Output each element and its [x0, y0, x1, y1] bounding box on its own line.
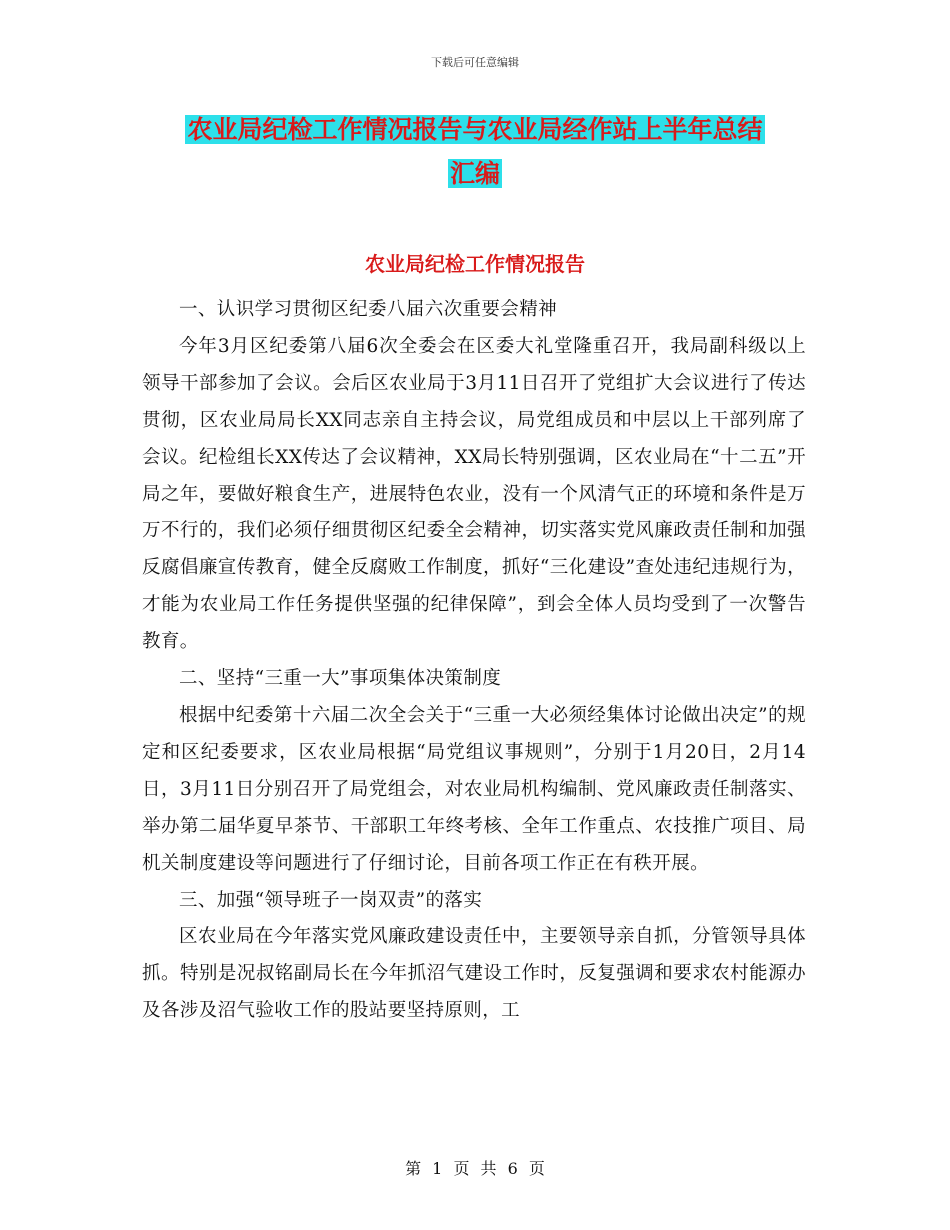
document-title [140, 108, 810, 196]
heading-3: 三、加强“领导班子一岗双责”的落实 [179, 889, 483, 911]
header-note: 下载后可任意编辑 [431, 56, 519, 69]
paragraph-3: 区农业局在今年落实党风廉政建设责任中，主要领导亲自抓，分管领导具体抓。特别是况叔铭副局长在今年抓沼气建设工作时，反复强调和要求农村能源办及各涉及沼气验收工作的股站要坚持原则，工 [142, 926, 806, 1022]
body-text [142, 292, 806, 1030]
document-title-line-2: 汇编 [449, 159, 500, 188]
heading-2: 二、坚持“三重一大”事项集体决策制度 [179, 668, 502, 690]
section-title: 农业局纪检工作情况报告 [365, 252, 585, 276]
paragraph-2: 根据中纪委第十六届二次全会关于“三重一大必须经集体讨论做出决定”的规定和区纪委要求，区农业局根据“局党组议事规则”，分别于1月20日，2月14日，3月11日分别召开了局党组会，对农业局机构编制、党风廉政责任制落实、举办第二届华夏早茶节、干部职工年终考核、全年工作重点、农技推广项目、局机关制度建设等问题进行了仔细讨论，目前各项工作正在有秩开展。 [142, 704, 806, 874]
document-title-line-1: 农业局纪检工作情况报告与农业局经作站上半年总结 [187, 115, 763, 144]
heading-1: 一、认识学习贯彻区纪委八届六次重要会精神 [179, 299, 558, 320]
paragraph-1: 今年3月区纪委第八届6次全委会在区委大礼堂隆重召开，我局副科级以上领导干部参加了会议。会后区农业局于3月11日召开了党组扩大会议进行了传达贯彻，区农业局局长XX同志亲自主持会议，局党组成员和中层以上干部列席了会议。纪检组长XX传达了会议精神，XX局长特别强调，区农业局在“十二五”开局之年，要做好粮食生产，进展特色农业，没有一个风清气正的环境和条件是万万不行的，我们必须仔细贯彻区纪委全会精神，切实落实党风廉政责任制和加强反腐倡廉宣传教育，健全反腐败工作制度，抓好“三化建设”查处违纪违规行为，才能为农业局工作任务提供坚强的纪律保障”，到会全体人员均受到了一次警告教育。 [142, 335, 806, 653]
page-footer: 第 1 页 共 6 页 [405, 1159, 545, 1178]
